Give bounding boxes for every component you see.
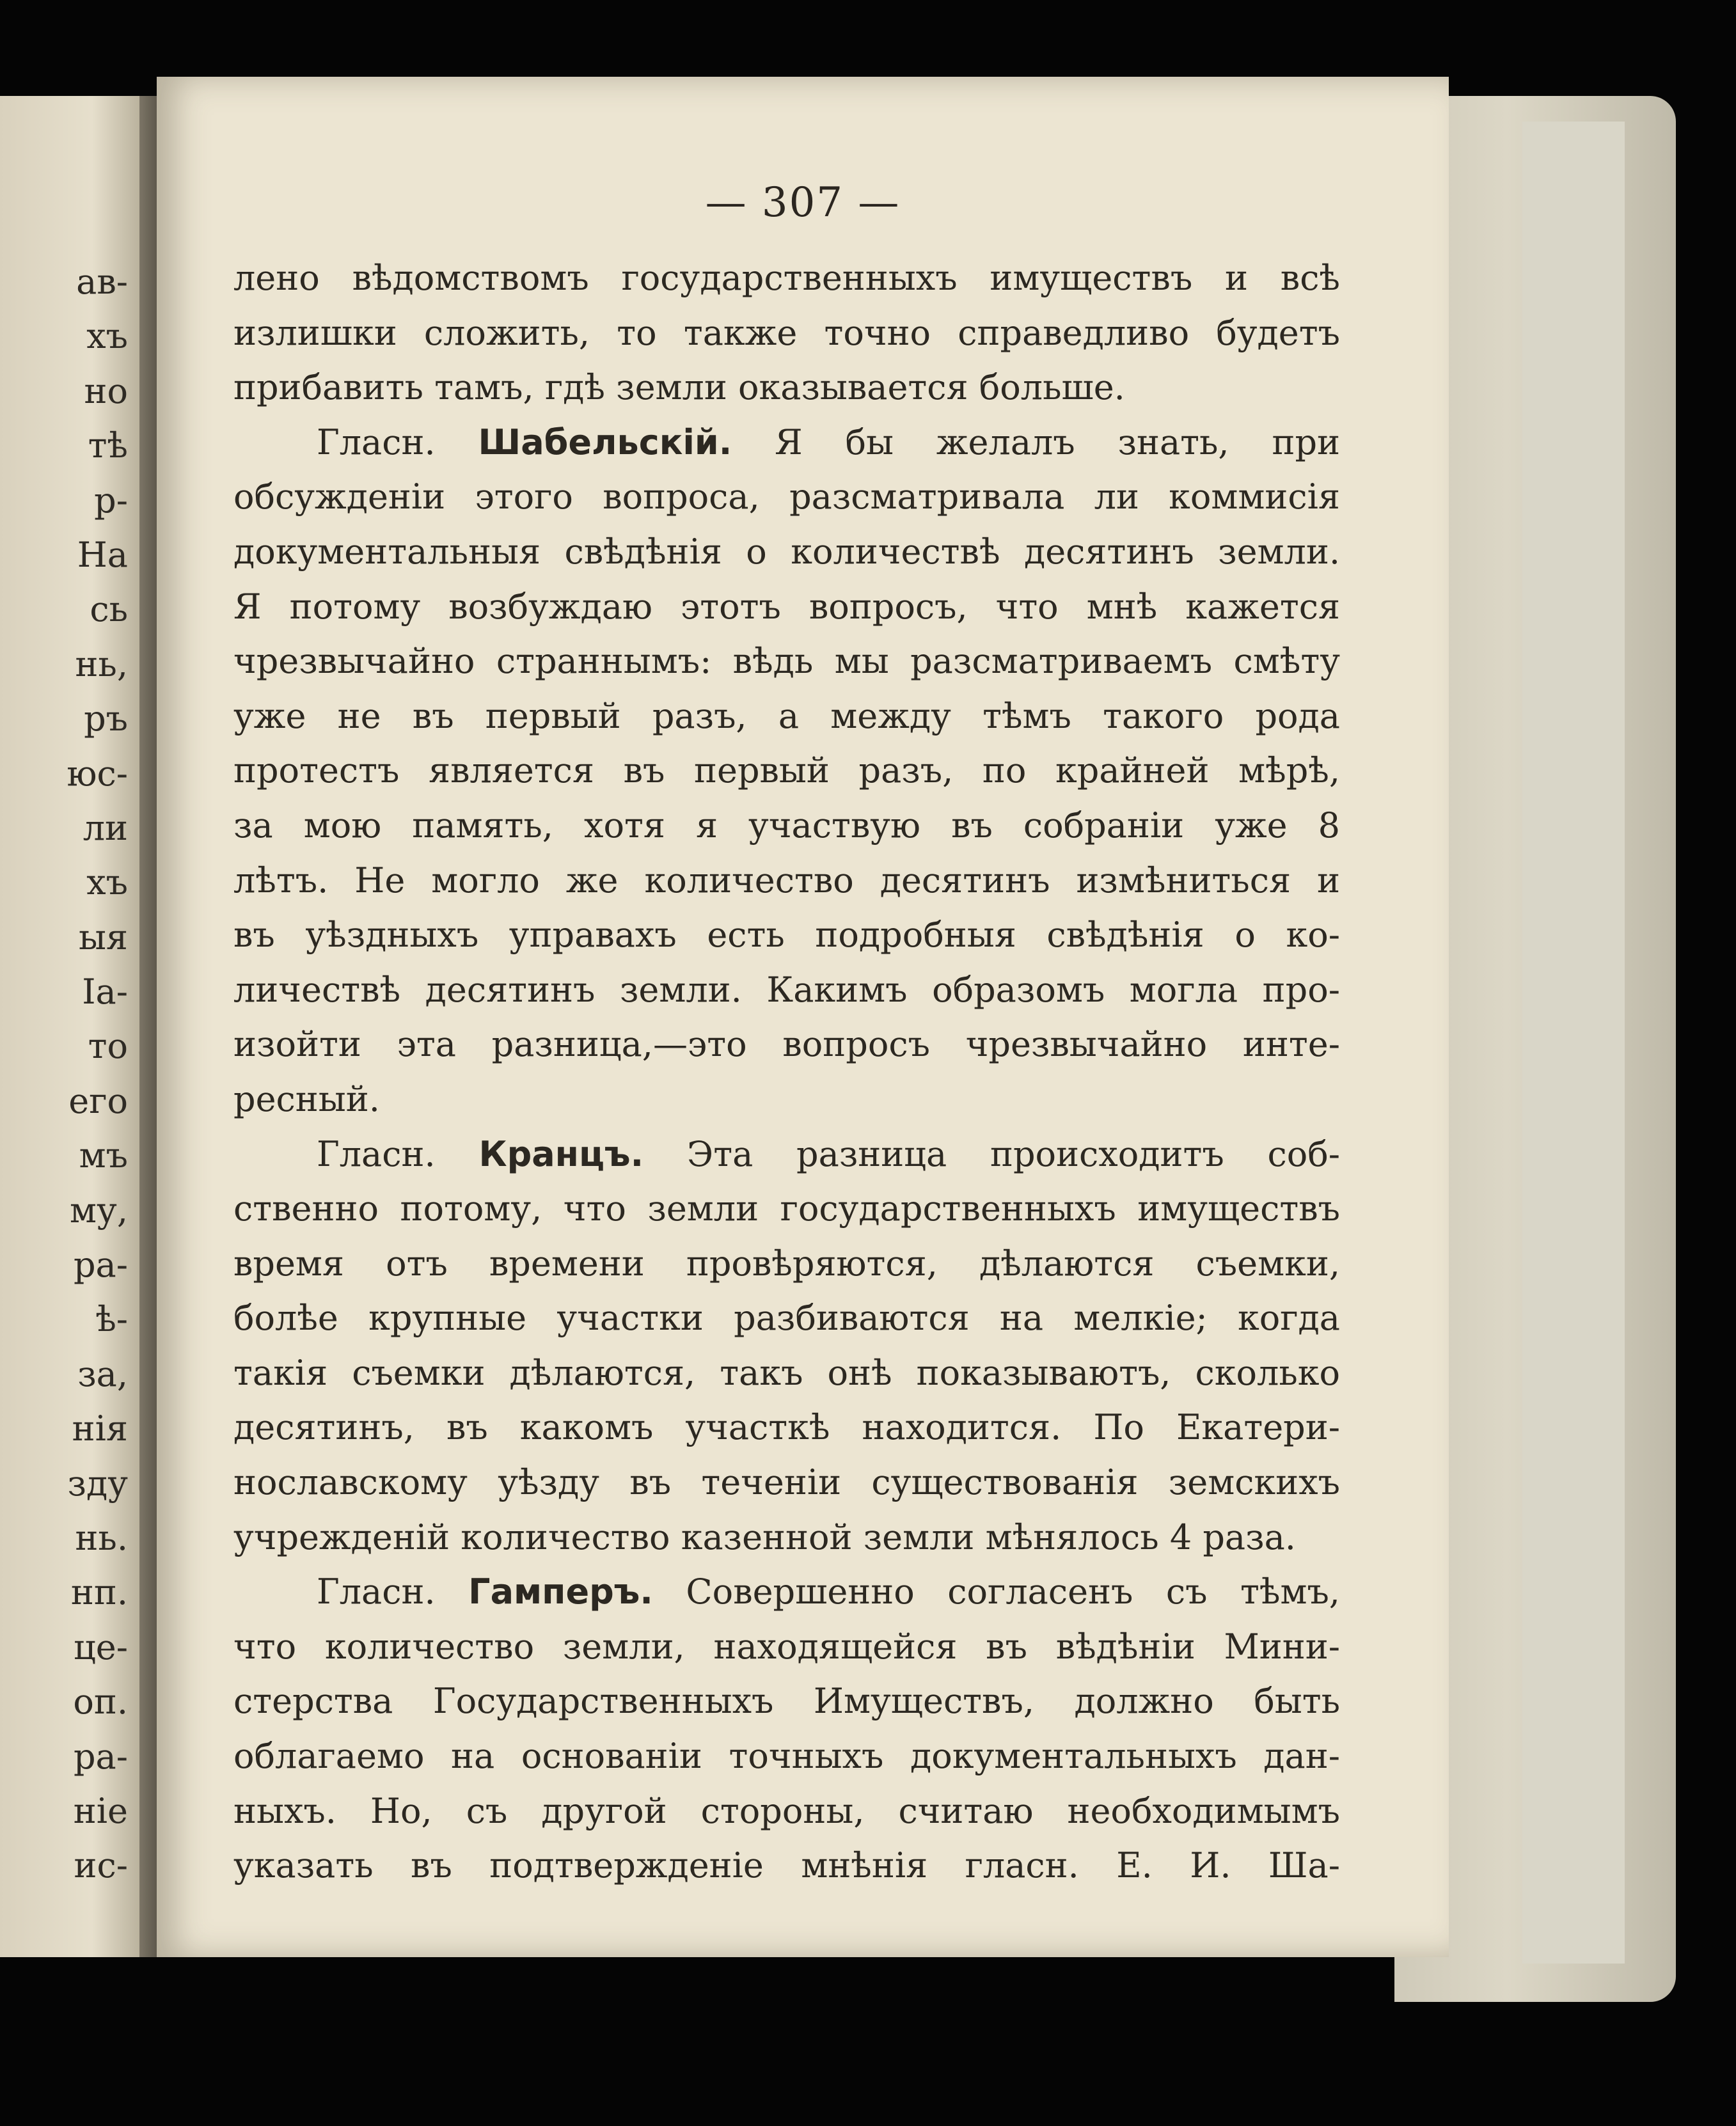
left-page-fragment: ли bbox=[83, 807, 128, 848]
left-page-fragment: юс- bbox=[67, 753, 128, 794]
left-page-fragment: но bbox=[84, 370, 128, 411]
left-page-fragment: за, bbox=[77, 1353, 128, 1394]
page-body-text bbox=[233, 251, 1340, 1893]
text-line: стерства Государственныхъ Имуществъ, должно быть bbox=[233, 1681, 1340, 1722]
left-page-fragment: нь. bbox=[75, 1517, 128, 1558]
text-line: прибавить тамъ, гдѣ земли оказывается больше. bbox=[233, 367, 1125, 408]
page-number: — 307 — bbox=[705, 179, 901, 226]
left-page-fragment: нія bbox=[72, 1408, 128, 1449]
text-line: ныхъ. Но, съ другой стороны, считаю необходимымъ bbox=[233, 1790, 1340, 1831]
left-page-fragment: сь bbox=[90, 589, 128, 630]
left-page-fragment: мъ bbox=[79, 1135, 128, 1176]
text-line: такія съемки дѣлаются, такъ онѣ показываютъ, сколько bbox=[233, 1352, 1340, 1393]
left-page-fragment: ав- bbox=[76, 262, 128, 302]
speaker-prefix: Гласн. bbox=[317, 421, 478, 462]
right-page bbox=[157, 77, 1449, 1957]
left-page-fragment: ръ bbox=[84, 698, 128, 739]
text-line: чрезвычайно страннымъ: вѣдь мы разсматриваемъ смѣту bbox=[233, 641, 1340, 682]
left-page-fragment: це- bbox=[74, 1626, 128, 1667]
left-page-fragment: ра- bbox=[73, 1245, 128, 1286]
text-line: документальныя свѣдѣнія о количествѣ десятинъ земли. bbox=[233, 531, 1340, 572]
left-page-fragment: ыя bbox=[78, 917, 128, 957]
left-page-fragment: то bbox=[88, 1026, 128, 1067]
line-text: Эта разница происходитъ соб- bbox=[643, 1133, 1340, 1174]
text-line: нославскому уѣзду въ теченіи существованія земскихъ bbox=[233, 1462, 1340, 1503]
left-page bbox=[0, 96, 154, 1957]
text-line: время отъ времени провѣряются, дѣлаются съемки, bbox=[233, 1243, 1340, 1284]
text-line bbox=[233, 415, 1340, 470]
text-line: болѣе крупные участки разбиваются на мелкіе; когда bbox=[233, 1298, 1340, 1339]
text-line: уже не въ первый разъ, а между тѣмъ такого рода bbox=[233, 695, 1340, 736]
text-line: учрежденій количество казенной земли мѣнялось 4 раза. bbox=[233, 1516, 1296, 1557]
text-line: лѣтъ. Не могло же количество десятинъ измѣниться и bbox=[233, 860, 1340, 901]
text-line: протестъ является въ первый разъ, по крайней мѣрѣ, bbox=[233, 750, 1340, 791]
speaker-name: Кранцъ. bbox=[478, 1133, 644, 1174]
speaker-name: Шабельскій. bbox=[478, 421, 732, 462]
speaker-prefix: Гласн. bbox=[317, 1571, 469, 1612]
left-page-fragment: му, bbox=[70, 1190, 128, 1231]
text-line: ственно потому, что земли государственныхъ имуществъ bbox=[233, 1188, 1340, 1229]
text-line: Я потому возбуждаю этотъ вопросъ, что мнѣ кажется bbox=[233, 586, 1340, 627]
left-page-fragment: ніе bbox=[73, 1790, 128, 1831]
left-page-fragment: его bbox=[68, 1080, 128, 1121]
left-page-fragment: зду bbox=[67, 1463, 128, 1504]
text-line: изойти эта разница,—это вопросъ чрезвычайно инте- bbox=[233, 1024, 1340, 1065]
text-line bbox=[233, 1564, 1340, 1619]
text-line: излишки сложить, то также точно справедливо будетъ bbox=[233, 312, 1340, 353]
left-page-fragment: оп. bbox=[73, 1681, 128, 1722]
text-line: обсужденіи этого вопроса, разсматривала ли коммисія bbox=[233, 476, 1340, 517]
text-line: ресный. bbox=[233, 1078, 380, 1119]
left-page-fragment: ра- bbox=[73, 1736, 128, 1777]
text-line: десятинъ, въ какомъ участкѣ находится. По Екатери- bbox=[233, 1407, 1340, 1448]
line-text: Я бы желалъ знать, при bbox=[732, 421, 1340, 462]
text-line: лено вѣдомствомъ государственныхъ имуществъ и всѣ bbox=[233, 258, 1340, 298]
speaker-prefix: Гласн. bbox=[317, 1133, 479, 1174]
text-line: за мою память, хотя я участвую въ собраніи уже 8 bbox=[233, 805, 1340, 846]
text-line bbox=[233, 1127, 1340, 1182]
left-page-fragment: ис- bbox=[74, 1845, 128, 1886]
left-page-fragment: нп. bbox=[70, 1572, 128, 1613]
left-page-fragment: нь, bbox=[75, 643, 128, 684]
text-line: личествѣ десятинъ земли. Какимъ образомъ могла про- bbox=[233, 969, 1340, 1010]
left-page-fragment: хъ bbox=[86, 862, 128, 903]
line-text: Совершенно согласенъ съ тѣмъ, bbox=[652, 1571, 1340, 1612]
left-page-fragment: Іа- bbox=[82, 972, 128, 1012]
left-page-fragment: хъ bbox=[86, 316, 128, 357]
left-page-fragment: р- bbox=[94, 480, 128, 521]
left-page-fragment: На bbox=[77, 534, 128, 575]
text-line: облагаемо на основаніи точныхъ документальныхъ дан- bbox=[233, 1736, 1340, 1777]
left-page-fragment: тѣ bbox=[88, 425, 128, 466]
speaker-name: Гамперъ. bbox=[468, 1571, 653, 1612]
book-edge-pages bbox=[1522, 122, 1625, 1964]
text-line: въ уѣздныхъ управахъ есть подробныя свѣдѣнія о ко- bbox=[233, 915, 1340, 956]
left-page-text bbox=[0, 255, 128, 1893]
left-page-fragment: ѣ- bbox=[95, 1299, 128, 1340]
text-line: что количество земли, находящейся въ вѣдѣніи Мини- bbox=[233, 1626, 1340, 1667]
text-line: указать въ подтвержденіе мнѣнія гласн. Е. И. Ша- bbox=[233, 1845, 1340, 1886]
